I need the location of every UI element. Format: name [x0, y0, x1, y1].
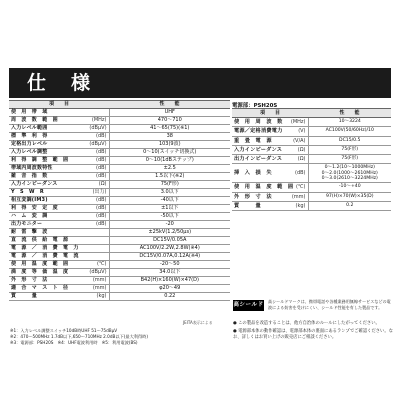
spec-item-unit: (dB): [85, 173, 109, 181]
spec-item-value: 103(9波): [109, 141, 230, 149]
right-notes: [233, 321, 393, 342]
spec-item-unit: (dB): [85, 221, 109, 229]
spec-item-value: 470〜710: [109, 117, 230, 125]
spec-item-label: 質 量: [9, 293, 85, 301]
spec-item-value: ±1以下: [109, 205, 230, 213]
left-table-body: [9, 109, 230, 301]
spec-item-value: -50以下: [109, 213, 230, 221]
spec-item-unit: (kg): [85, 293, 109, 301]
spec-item-value: -20: [109, 221, 230, 229]
table-row: [232, 192, 391, 201]
spec-item-label: 使 用 帯 域: [9, 109, 85, 117]
spec-item-label: 出力モニター: [9, 221, 85, 229]
spec-item-value: 38: [109, 133, 230, 141]
high-shield-description: 高シールドマークは、携帯電話や各種業務用無線サービスなどの電波による妨害を受けにくい、シールド性能を有した製品です。: [268, 299, 391, 310]
spec-item-label: 使 用 温 度 範 囲: [234, 184, 294, 191]
spec-item-label: ハ ム 変 調: [9, 213, 85, 221]
table-row: [9, 261, 230, 269]
spec-item-value: DC15V/0.05A: [109, 237, 230, 245]
note-line: ※3：電源部：PSH20S ※4：UHF電波利用時 ※5：利用電波(BS): [10, 340, 138, 345]
spec-item-label: 重 畳 電 源: [232, 136, 286, 145]
spec-item-label: 利 得 安 定 度: [9, 205, 85, 213]
spec-item-label: 適 合 マ ス ト 径: [9, 285, 85, 293]
high-shield-badge: 高シールド: [233, 300, 264, 311]
spec-item-unit: (dB): [85, 149, 109, 157]
spec-item-label: 電 源 ／ 消 費 電 力: [9, 245, 85, 253]
spec-item-label: 相互変調(IM3): [9, 197, 85, 205]
spec-item-unit: (dB): [85, 165, 109, 173]
spec-item-unit: (dB): [85, 157, 109, 165]
spec-item-label: 挿 入 損 失: [232, 164, 286, 183]
note-line: ※1：入力レベル調整スイッチ10dB時UHF 51〜75dBμV: [10, 328, 118, 333]
spec-item-unit: (MHz): [85, 117, 109, 125]
table-row: [9, 141, 230, 149]
spec-item-unit: (℃): [286, 183, 308, 192]
spec-item-label: 直 流 供 給 電 源: [9, 237, 85, 245]
table-row: [9, 221, 230, 229]
spec-item-unit: (dB): [286, 164, 308, 183]
table-row: [9, 197, 230, 205]
spec-item-label: 帯域内周波数特性: [9, 165, 85, 173]
spec-item-label: 利 得 調 整 範 囲: [9, 157, 85, 165]
spec-item-value: 0〜10(1dBステップ): [109, 157, 230, 165]
header-performance: 性 能: [308, 109, 391, 118]
booster-spec-table: [9, 100, 230, 301]
spec-item-value: UHF: [109, 109, 230, 117]
table-row: [232, 164, 391, 183]
spec-item-label: 定格出力レベル: [9, 141, 85, 149]
table-header-row: [232, 109, 391, 118]
power-unit-heading: 電源部：PSH20S: [232, 103, 278, 109]
table-row: [232, 154, 391, 163]
table-row: [232, 136, 391, 145]
spec-item-unit: (dB): [85, 213, 109, 221]
table-row: [9, 125, 230, 133]
spec-item-label: 入力インピーダンス: [9, 181, 85, 189]
spec-item-value: -40以下: [109, 197, 230, 205]
spec-item-value: ±25kV(1.2/50μs): [109, 229, 230, 237]
table-row: [232, 118, 391, 127]
note-line: ※2：470〜500MHz 1.7dB以下,650〜710MHz 2.0dB以下(最大利得時): [10, 334, 148, 339]
spec-item-unit: [85, 245, 109, 253]
table-row: [9, 133, 230, 141]
table-row: [9, 165, 230, 173]
right-table-body: [232, 118, 391, 211]
spec-item-unit: (dBμV): [85, 141, 109, 149]
table-row: [9, 117, 230, 125]
spec-item-value: 75(F形): [308, 154, 391, 163]
table-row: [9, 189, 230, 197]
spec-item-value: 75(F形): [308, 145, 391, 154]
spec-item-label: 外 形 寸 法: [9, 277, 85, 285]
spec-item-unit: (Ω): [85, 181, 109, 189]
spec-item-label: Y S W R: [9, 189, 85, 197]
spec-item-value: 41〜65(75)(※1): [109, 125, 230, 133]
spec-item-value: 75(F形): [109, 181, 230, 189]
spec-item-value: 10〜3224: [308, 118, 391, 127]
spec-item-label: 入力レベル範囲: [9, 125, 85, 133]
table-row: [9, 253, 230, 261]
table-row: [232, 145, 391, 154]
spec-item-value: 0〜1.2(10〜1000MHz) 0〜2.0(1000〜2610MHz) 0〜3.0(2610〜3224MHz): [308, 164, 391, 183]
table-row: [9, 229, 230, 237]
table-row: [232, 127, 391, 136]
spec-item-unit: [85, 229, 109, 237]
spec-item-label: 耐 雷 撃 波: [9, 229, 85, 237]
spec-item-unit: (kg): [286, 201, 308, 210]
spec-title-bar: [9, 68, 391, 98]
table-row: [9, 269, 230, 277]
spec-item-value: 0〜10(スイッチ切換式): [109, 149, 230, 157]
spec-item-value: AC100V/2.2W,2.8W(※4): [109, 245, 230, 253]
spec-item-value: 97(H)×70(W)×35(D): [308, 192, 391, 201]
spec-item-value: φ20〜49: [109, 285, 230, 293]
spec-item-unit: (dB): [85, 197, 109, 205]
spec-item-label: 雑 音 指 数: [9, 173, 85, 181]
left-notes: [10, 328, 230, 346]
spec-item-unit: [85, 253, 109, 261]
spec-item-unit: [85, 109, 109, 117]
spec-item-unit: (Ω): [286, 154, 308, 163]
spec-item-label: 質 量: [232, 201, 286, 210]
spec-item-value: ±2.5: [109, 165, 230, 173]
spec-item-label: 使 用 温 度 範 囲: [9, 261, 85, 269]
spec-item-unit: (mm): [85, 277, 109, 285]
header-item: 項 目: [232, 109, 308, 118]
spec-item-value: DC15/0.5: [308, 136, 391, 145]
spec-item-label: 入力レベル調整: [9, 149, 85, 157]
spec-item-value: 0.2: [308, 201, 391, 210]
table-row: [9, 149, 230, 157]
spec-item-value: DC15V/0.07A,0.12A(※4): [109, 253, 230, 261]
table-row: [9, 213, 230, 221]
table-row: [9, 109, 230, 117]
table-row: [9, 285, 230, 293]
table-row: [9, 277, 230, 285]
spec-item-unit: (dB): [85, 205, 109, 213]
spec-item-unit: (℃): [85, 261, 109, 269]
table-row: [9, 205, 230, 213]
spec-item-unit: (dBμV): [85, 269, 109, 277]
table-header-row: [9, 101, 230, 109]
header-item: 項 目: [9, 101, 109, 109]
spec-item-value: AC100V(50/60Hz)/10: [308, 127, 391, 136]
note-line: ● 電源部本体の動作確認は、電源部本体の裏面にあるランプでご確認ください。なお、詳しくはお買い上げの販売店にご相談ください。: [233, 328, 393, 340]
jeita-footnote: JEITA表示による: [183, 320, 213, 325]
power-unit-spec-table: [232, 108, 391, 211]
spec-title: 仕 様: [27, 72, 94, 94]
spec-item-label: 電 源 ／ 消 費 電 流: [9, 253, 85, 261]
table-row: [9, 237, 230, 245]
spec-item-value: -20〜50: [109, 261, 230, 269]
spec-item-label: 出力インピーダンス: [232, 154, 286, 163]
spec-item-unit: (dBμV): [85, 125, 109, 133]
spec-item-label: 標 準 利 得: [9, 133, 85, 141]
spec-item-label: 満 度 等 価 温 度: [9, 269, 85, 277]
spec-item-unit: (MHz): [286, 118, 308, 127]
table-row: [232, 201, 391, 210]
spec-item-unit: [85, 237, 109, 245]
spec-item-unit: (mm): [286, 192, 308, 201]
table-row: [232, 183, 391, 192]
spec-item-label: 電源／定格消費電力: [232, 127, 286, 136]
note-line: ● この製品を改造することは、他方自治体のルールにしたがってください。: [233, 321, 380, 326]
spec-item-unit: (V/A): [286, 136, 308, 145]
spec-item-unit: (mm): [85, 285, 109, 293]
spec-item-value: 1.5以下(※2): [109, 173, 230, 181]
spec-item-unit: (出力): [85, 189, 109, 197]
spec-item-unit: (dB): [85, 133, 109, 141]
spec-item-unit: (V): [286, 127, 308, 136]
spec-item-label: 入力インピーダンス: [232, 145, 286, 154]
table-row: [9, 293, 230, 301]
table-row: [9, 181, 230, 189]
spec-item-value: 0.22: [109, 293, 230, 301]
header-performance: 性 能: [109, 101, 230, 109]
spec-item-label: 周 波 数 範 囲: [9, 117, 85, 125]
spec-item-label: 外 形 寸 法: [232, 192, 286, 201]
spec-item-value: B42(H)×160(W)×47(D): [109, 277, 230, 285]
spec-item-value: 34.0以下: [109, 269, 230, 277]
table-row: [9, 245, 230, 253]
spec-item-unit: (Ω): [286, 145, 308, 154]
table-row: [9, 173, 230, 181]
spec-item-value: 3.0以下: [109, 189, 230, 197]
spec-item-value: -10〜+40: [308, 183, 391, 192]
table-row: [9, 157, 230, 165]
spec-item-label: 使 用 周 波 数: [232, 118, 286, 127]
